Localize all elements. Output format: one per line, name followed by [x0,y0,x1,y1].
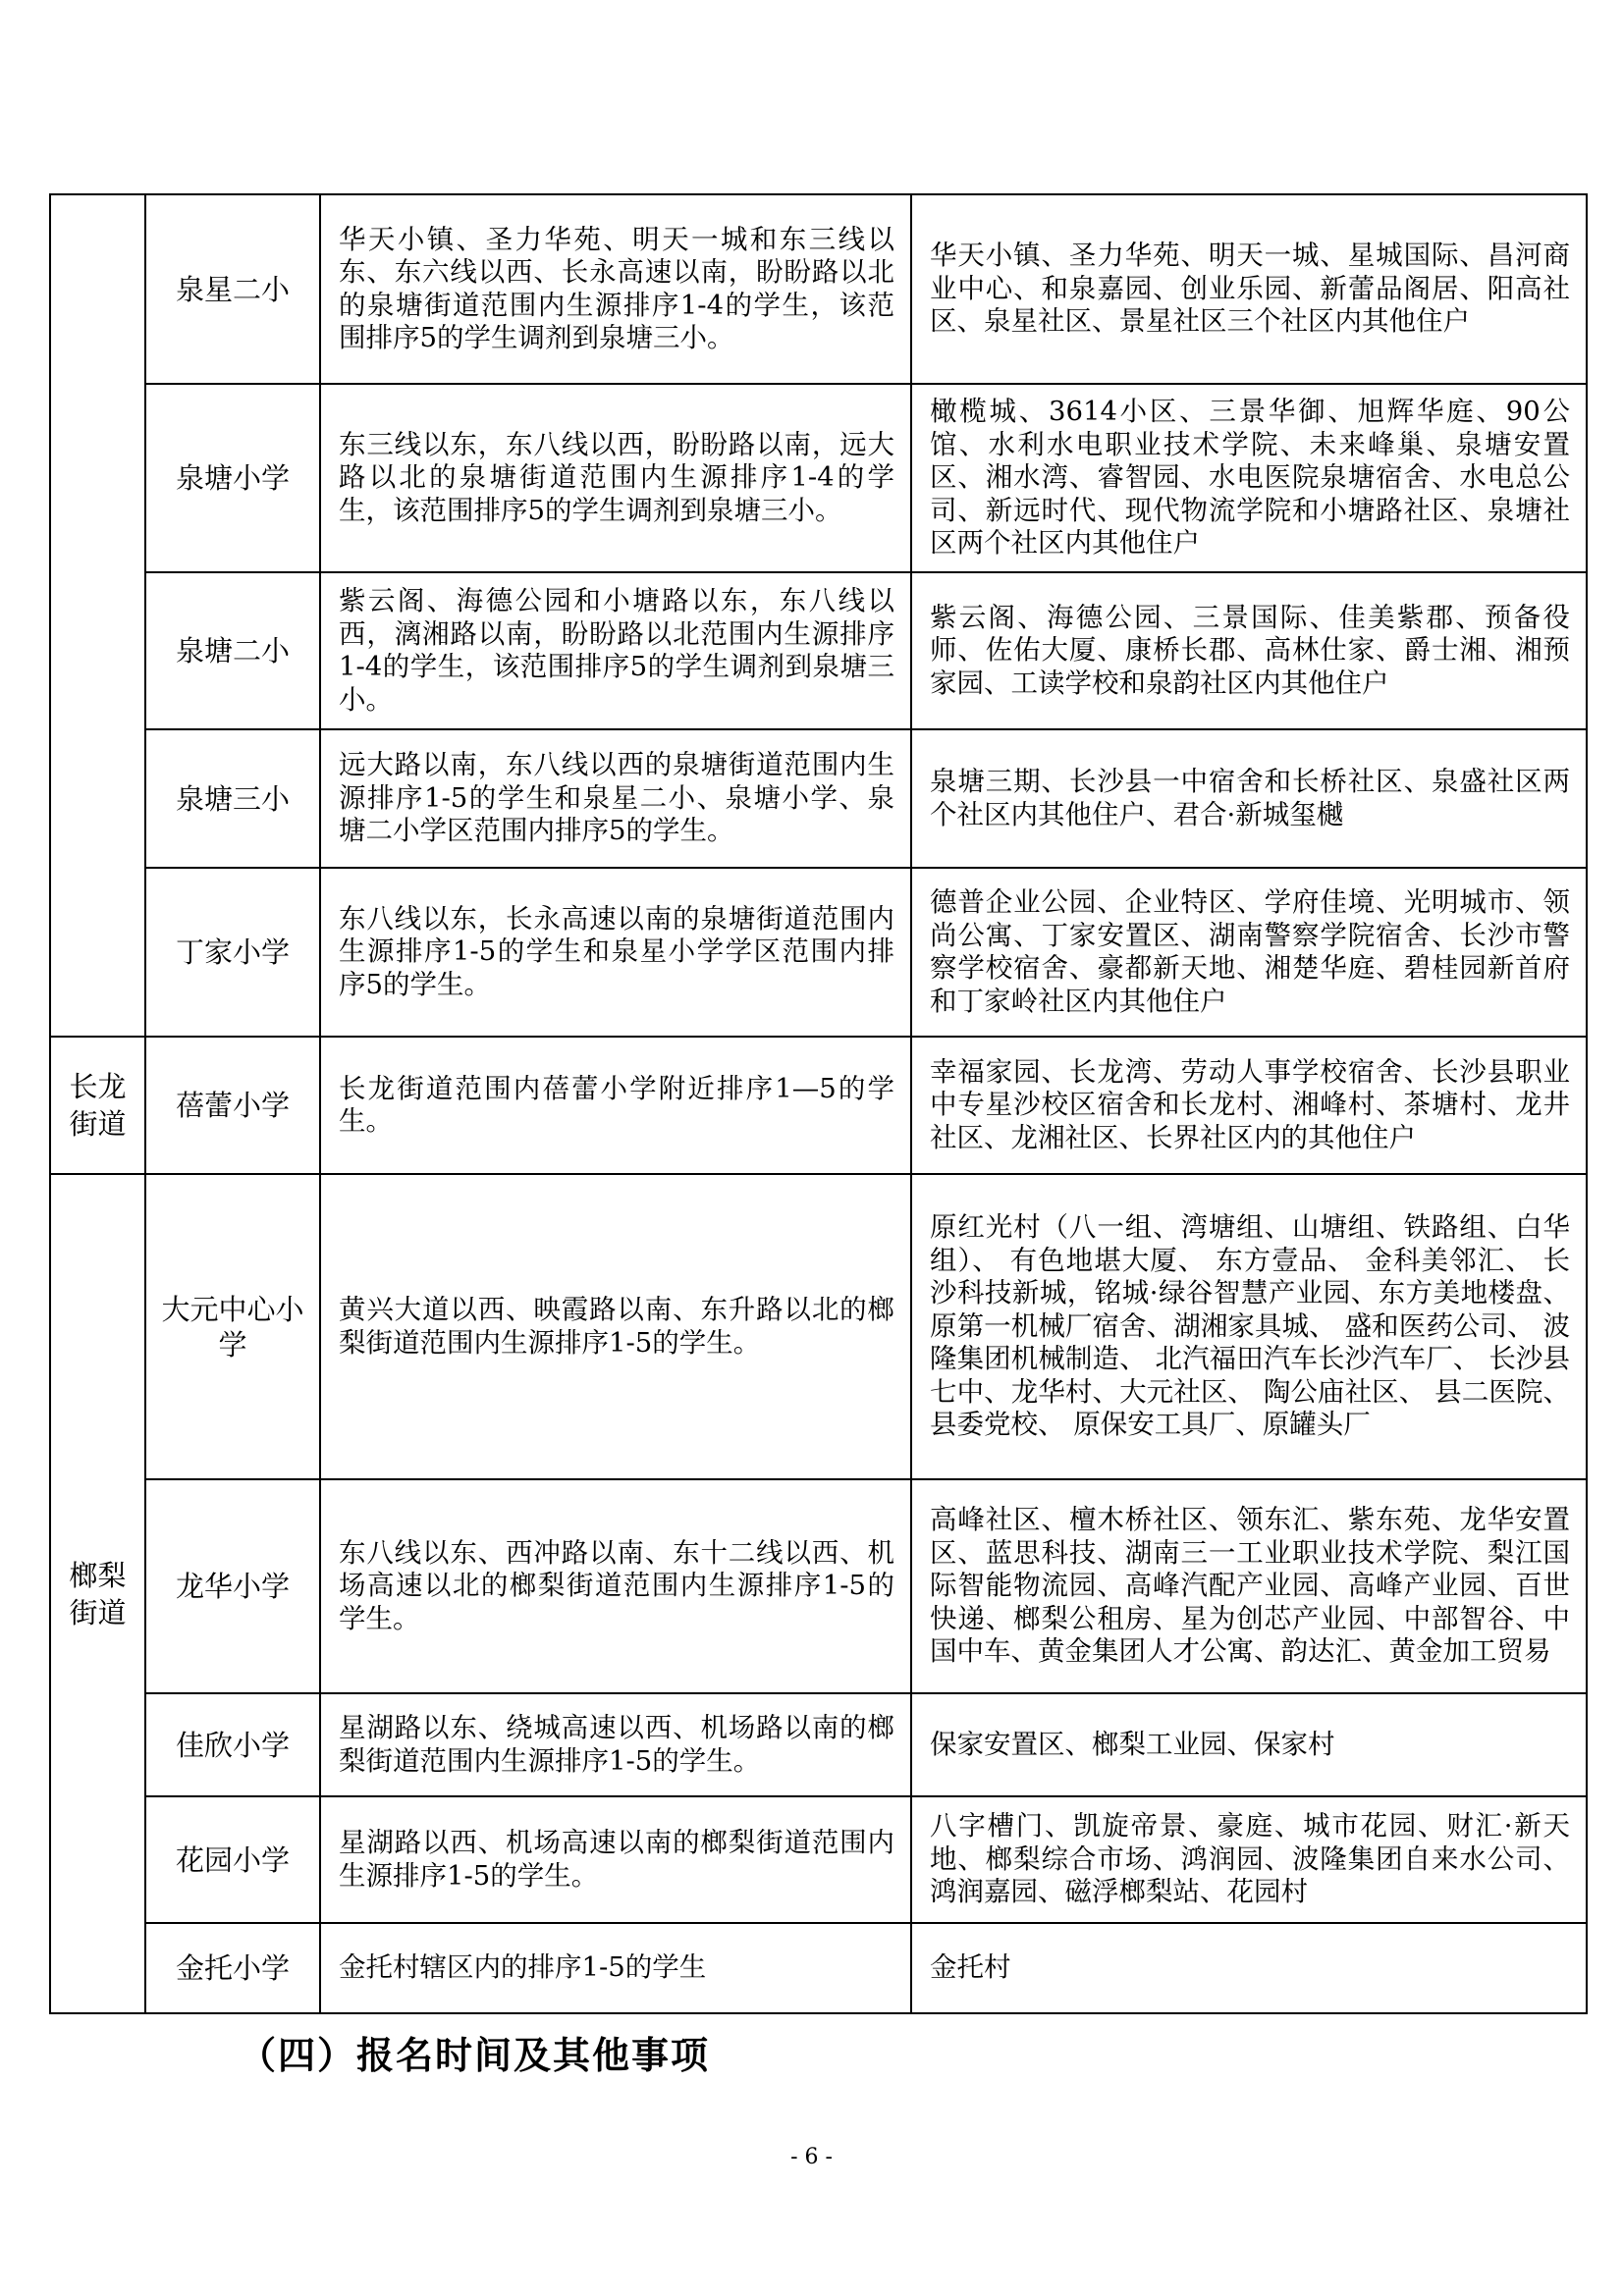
street-cell [50,729,145,868]
page-number: - 6 - [790,2145,833,2169]
street-cell [50,194,145,384]
residential-areas-cell: 原红光村（八一组、湾塘组、山塘组、铁路组、白华组）、 有色地堪大厦、 东方壹品、 金科美邻汇、 长沙科技新城，铭城·绿谷智慧产业园、东方美地楼盘、原第一机械厂宿舍、湖湘家具城、 盛和医药公司、 波隆集团机械制造、 北汽福田汽车长沙汽车厂、 长沙县七中、龙华村、大元社区、 陶公庙社区、 县二医院、 县委党校、 原保安工具厂、原罐头厂 [911,1174,1587,1479]
table-row [50,868,1587,1037]
residential-areas-cell: 紫云阁、海德公园、三景国际、佳美紫郡、预备役师、佐佑大厦、康桥长郡、高林仕家、爵士湘、湘预家园、工读学校和泉韵社区内其他住户 [911,572,1587,729]
table-row [50,572,1587,729]
school-name-cell: 龙华小学 [145,1479,320,1693]
school-name-cell: 花园小学 [145,1796,320,1923]
residential-areas-cell: 八字槽门、凯旋帝景、豪庭、城市花园、财汇·新天地、榔梨综合市场、鸿润园、波隆集团自来水公司、鸿润嘉园、磁浮榔梨站、花园村 [911,1796,1587,1923]
table-row [50,1037,1587,1174]
school-name-cell: 蓓蕾小学 [145,1037,320,1174]
table-row [50,1923,1587,2013]
school-name-cell: 泉星二小 [145,194,320,384]
table-row [50,194,1587,384]
street-name-cell: 长龙街道 [50,1037,145,1174]
residential-areas-cell: 橄榄城、3614小区、三景华御、旭辉华庭、90公馆、水利水电职业技术学院、未来峰巢、泉塘安置区、湘水湾、睿智园、水电医院泉塘宿舍、水电总公司、新远时代、现代物流学院和小塘路社区、泉塘社区两个社区内其他住户 [911,384,1587,572]
residential-areas-cell: 华天小镇、圣力华苑、明天一城、星城国际、昌河商业中心、和泉嘉园、创业乐园、新蕾品阁居、阳高社区、泉星社区、景星社区三个社区内其他住户 [911,194,1587,384]
section-heading: （四）报名时间及其他事项 [239,2033,711,2077]
school-name-cell: 金托小学 [145,1923,320,2013]
enrollment-range-cell: 黄兴大道以西、映霞路以南、东升路以北的榔梨街道范围内生源排序1-5的学生。 [320,1174,911,1479]
street-cell [50,384,145,572]
school-zone-table [49,193,1588,2014]
enrollment-range-cell: 东八线以东、西冲路以南、东十二线以西、机场高速以北的榔梨街道范围内生源排序1-5的学生。 [320,1479,911,1693]
school-name-cell: 大元中心小学 [145,1174,320,1479]
table-row [50,384,1587,572]
table-row [50,1796,1587,1923]
enrollment-range-cell: 长龙街道范围内蓓蕾小学附近排序1—5的学生。 [320,1037,911,1174]
residential-areas-cell: 德普企业公园、企业特区、学府佳境、光明城市、领尚公寓、丁家安置区、湖南警察学院宿舍、长沙市警察学校宿舍、豪都新天地、湘楚华庭、碧桂园新首府和丁家岭社区内其他住户 [911,868,1587,1037]
residential-areas-cell: 幸福家园、长龙湾、劳动人事学校宿舍、长沙县职业中专星沙校区宿舍和长龙村、湘峰村、茶塘村、龙井社区、龙湘社区、长界社区内的其他住户 [911,1037,1587,1174]
school-name-cell: 丁家小学 [145,868,320,1037]
school-name-cell: 泉塘小学 [145,384,320,572]
residential-areas-cell: 金托村 [911,1923,1587,2013]
enrollment-range-cell: 金托村辖区内的排序1-5的学生 [320,1923,911,2013]
school-name-cell: 泉塘二小 [145,572,320,729]
enrollment-range-cell: 星湖路以东、绕城高速以西、机场路以南的榔梨街道范围内生源排序1-5的学生。 [320,1693,911,1796]
table-row [50,1479,1587,1693]
street-name-cell: 榔梨街道 [50,1174,145,2013]
enrollment-range-cell: 东八线以东，长永高速以南的泉塘街道范围内生源排序1-5的学生和泉星小学学区范围内排序5的学生。 [320,868,911,1037]
table-row [50,1693,1587,1796]
enrollment-range-cell: 远大路以南，东八线以西的泉塘街道范围内生源排序1-5的学生和泉星二小、泉塘小学、泉塘二小学区范围内排序5的学生。 [320,729,911,868]
street-cell [50,572,145,729]
table-row [50,729,1587,868]
table-row [50,1174,1587,1479]
enrollment-range-cell: 华天小镇、圣力华苑、明天一城和东三线以东、东六线以西、长永高速以南，盼盼路以北的泉塘街道范围内生源排序1-4的学生，该范围排序5的学生调剂到泉塘三小。 [320,194,911,384]
residential-areas-cell: 泉塘三期、长沙县一中宿舍和长桥社区、泉盛社区两个社区内其他住户、君合·新城玺樾 [911,729,1587,868]
school-name-cell: 佳欣小学 [145,1693,320,1796]
residential-areas-cell: 保家安置区、榔梨工业园、保家村 [911,1693,1587,1796]
enrollment-range-cell: 星湖路以西、机场高速以南的榔梨街道范围内生源排序1-5的学生。 [320,1796,911,1923]
street-cell [50,868,145,1037]
school-name-cell: 泉塘三小 [145,729,320,868]
residential-areas-cell: 高峰社区、檀木桥社区、领东汇、紫东苑、龙华安置区、蓝思科技、湖南三一工业职业技术学院、梨江国际智能物流园、高峰汽配产业园、高峰产业园、百世快递、榔梨公租房、星为创芯产业园、中部智谷、中国中车、黄金集团人才公寓、韵达汇、黄金加工贸易 [911,1479,1587,1693]
enrollment-range-cell: 紫云阁、海德公园和小塘路以东，东八线以西，漓湘路以南，盼盼路以北范围内生源排序1-4的学生，该范围排序5的学生调剂到泉塘三小。 [320,572,911,729]
enrollment-range-cell: 东三线以东，东八线以西，盼盼路以南，远大路以北的泉塘街道范围内生源排序1-4的学生，该范围排序5的学生调剂到泉塘三小。 [320,384,911,572]
